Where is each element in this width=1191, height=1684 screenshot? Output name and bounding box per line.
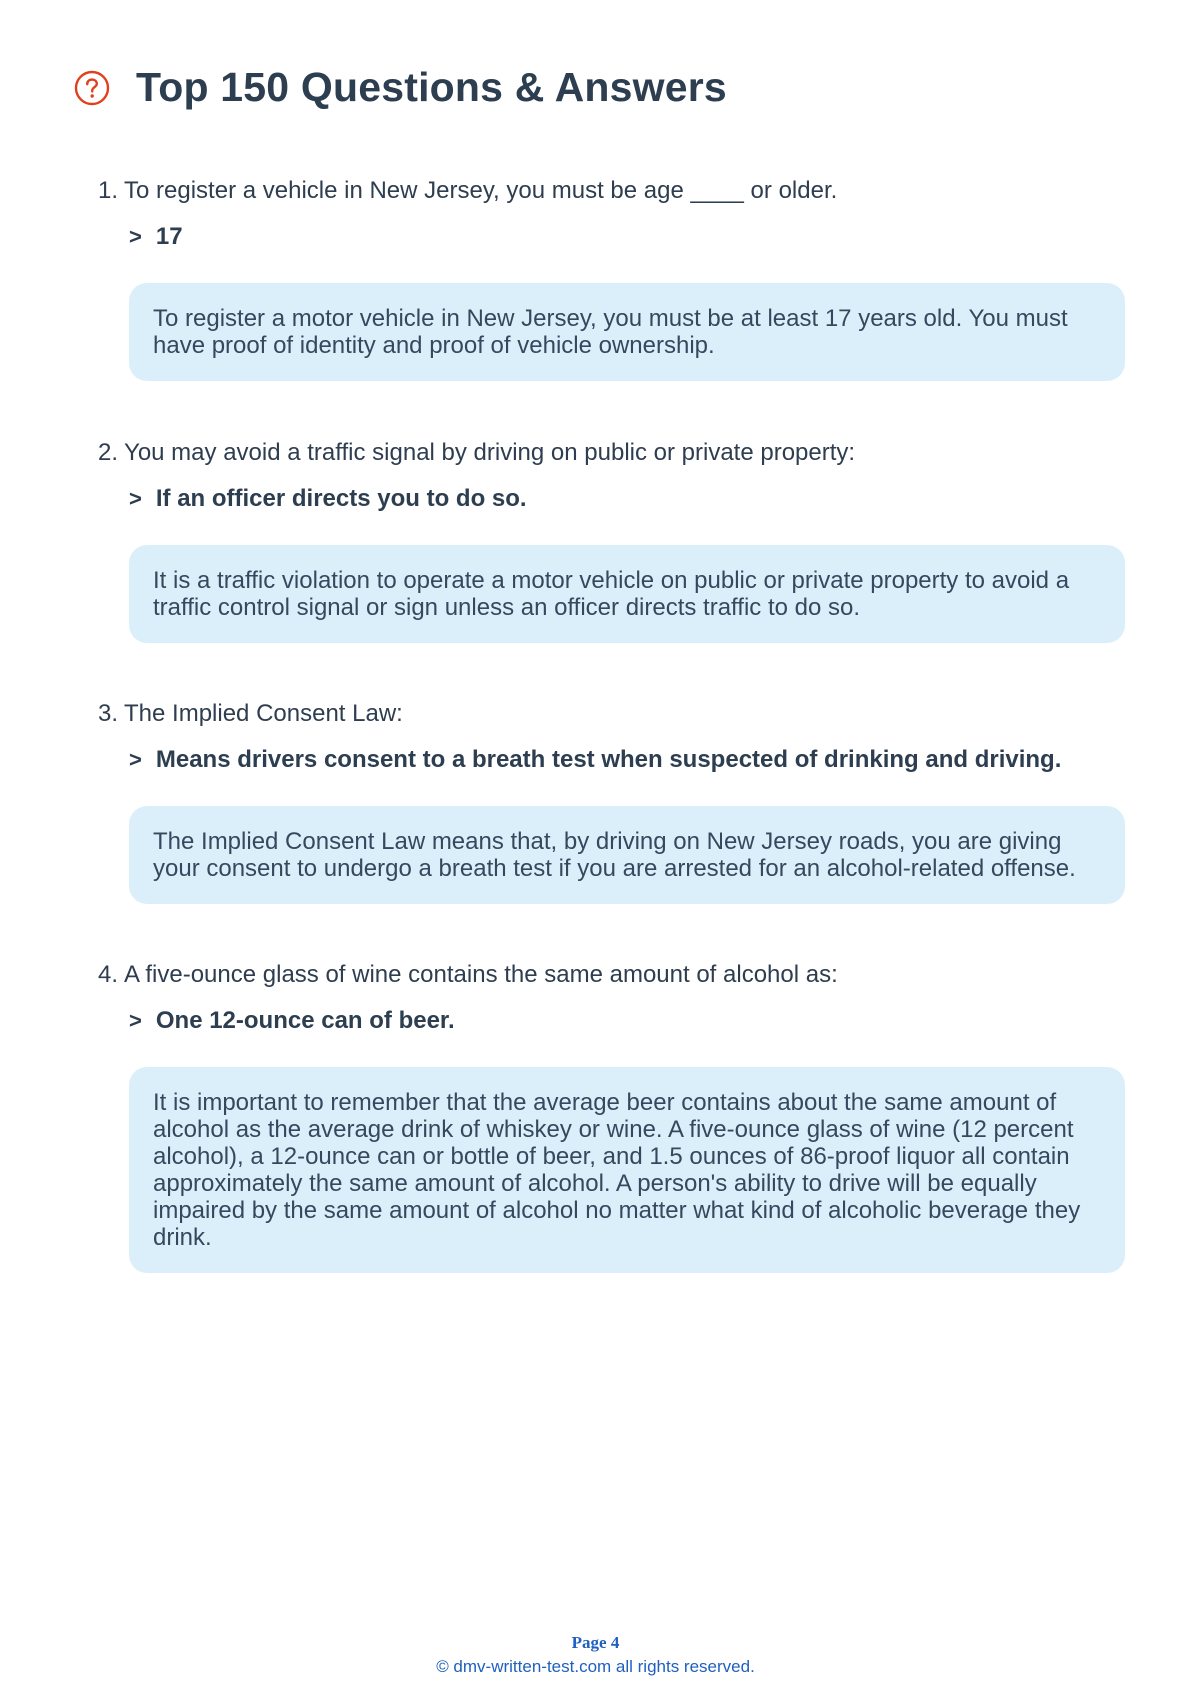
answer-row <box>129 1007 455 1035</box>
question-text-row <box>98 439 855 467</box>
page-number: Page 4 <box>571 1633 620 1652</box>
answer-text: If an officer directs you to do so. <box>155 485 527 512</box>
question-text: The Implied Consent Law: <box>124 700 403 727</box>
question-text-row <box>98 700 403 728</box>
answer-marker: > <box>129 224 142 249</box>
explanation-box: The Implied Consent Law means that, by driving on New Jersey roads, you are giving your consent to undergo a breath test if you are arrested for an alcohol-related offense. <box>129 806 1125 904</box>
answer-marker: > <box>129 1008 142 1033</box>
answer-row <box>129 223 183 251</box>
question-text-row <box>98 961 838 989</box>
question-number: 3. <box>98 700 119 727</box>
question-text: A five-ounce glass of wine contains the same amount of alcohol as: <box>124 961 838 988</box>
explanation-box: It is a traffic violation to operate a motor vehicle on public or private property to avoid a traffic control signal or sign unless an officer directs traffic to do so. <box>129 545 1125 643</box>
question-text: You may avoid a traffic signal by driving on public or private property: <box>124 439 856 466</box>
answer-marker: > <box>129 486 142 511</box>
question-circle-icon <box>74 70 110 106</box>
answer-text: One 12-ounce can of beer. <box>155 1007 455 1034</box>
answer-marker: > <box>129 747 142 772</box>
question-number: 2. <box>98 439 119 466</box>
question-number: 1. <box>98 177 119 204</box>
page-header <box>74 64 727 111</box>
answer-row <box>129 485 527 513</box>
copyright-link[interactable]: © dmv-written-test.com all rights reserved. <box>436 1657 755 1676</box>
explanation-box: It is important to remember that the average beer contains about the same amount of alcohol as the average drink of whiskey or wine. A five-ounce glass of wine (12 percent alcohol), a 12-ounce can or bottle of beer, and 1.5 ounces of 86-proof liquor all contain approximately the same amount of alcohol. A person's ability to drive will be equally impaired by the same amount of alcohol no matter what kind of alcoholic beverage they drink. <box>129 1067 1125 1273</box>
answer-text: Means drivers consent to a breath test when suspected of drinking and driving. <box>155 746 1062 773</box>
question-text: To register a vehicle in New Jersey, you must be age ____ or older. <box>124 177 838 204</box>
question-number: 4. <box>98 961 119 988</box>
page-title: Top 150 Questions & Answers <box>136 64 727 110</box>
answer-row <box>129 746 1061 774</box>
question-text-row <box>98 177 837 205</box>
explanation-box: To register a motor vehicle in New Jersey, you must be at least 17 years old. You must have proof of identity and proof of vehicle ownership. <box>129 283 1125 381</box>
answer-text: 17 <box>155 223 183 250</box>
